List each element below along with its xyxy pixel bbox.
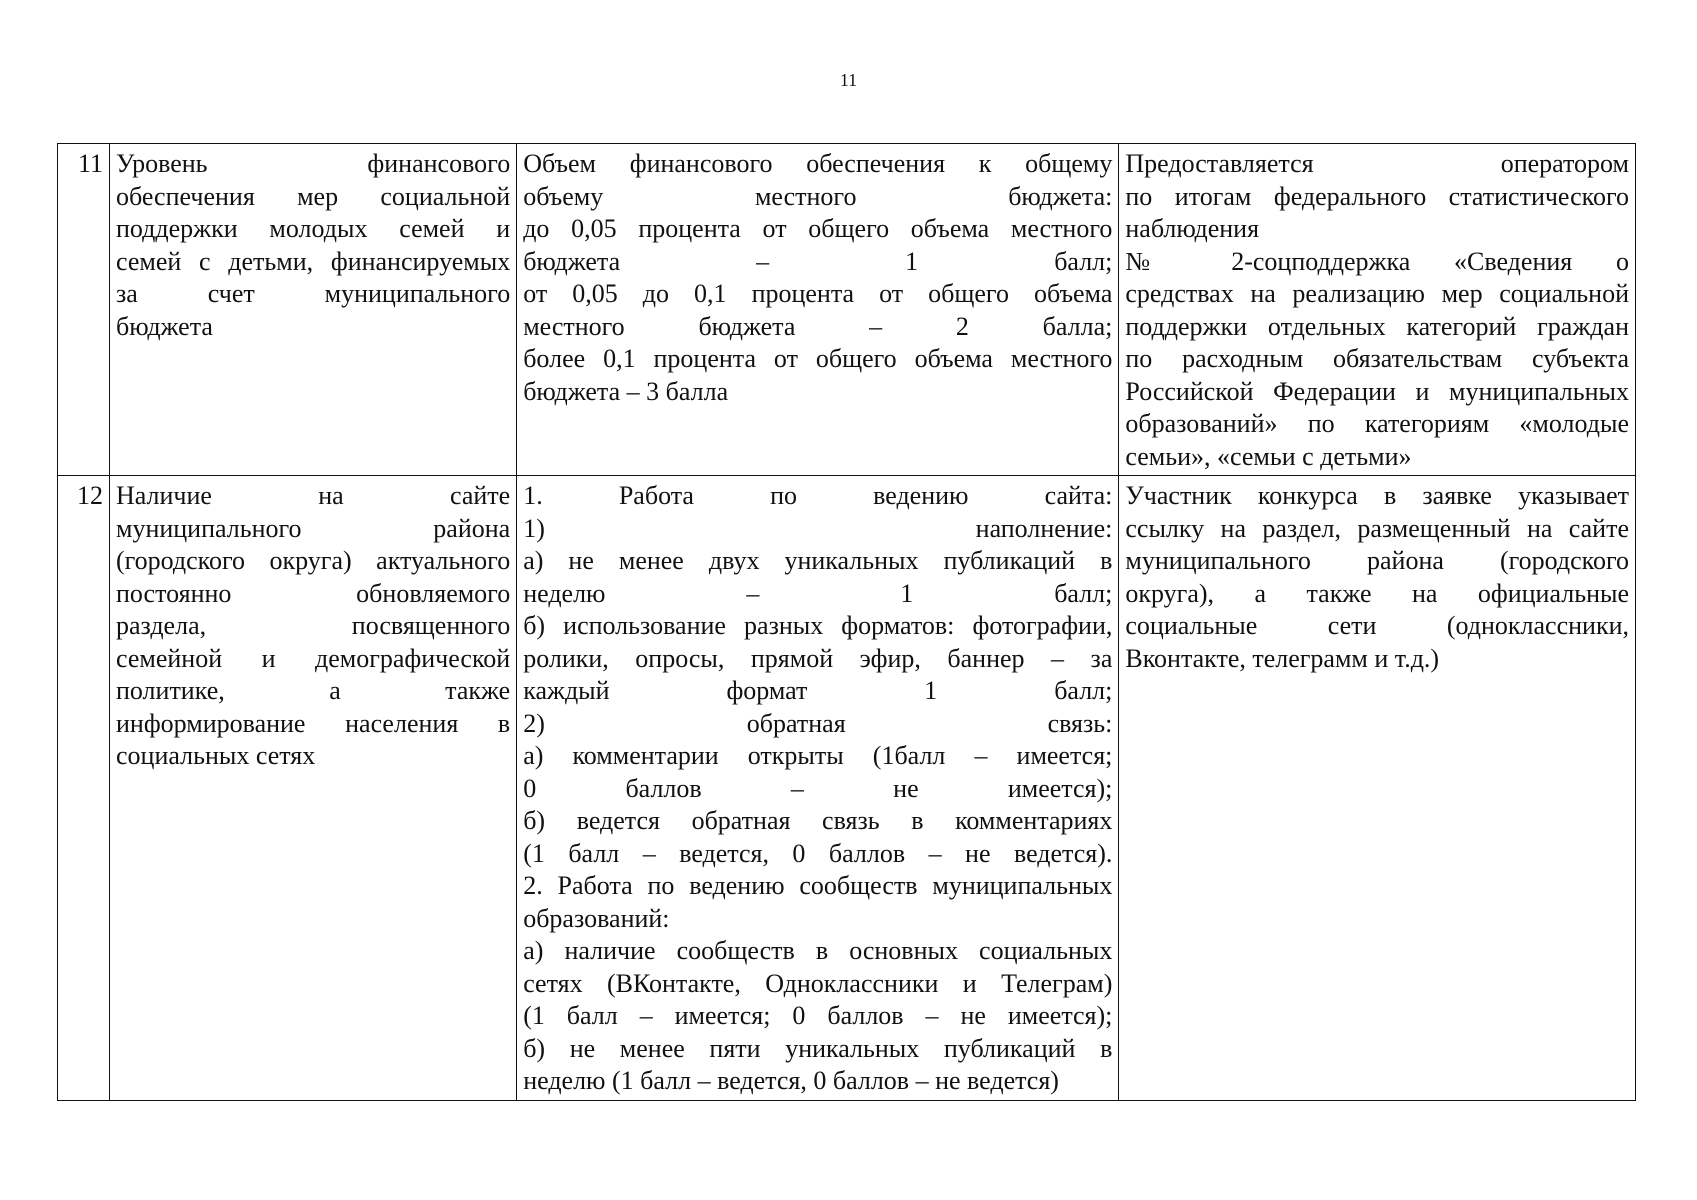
- text-line: информирование населения в: [115, 708, 511, 738]
- text-line: обеспечения мер социальной: [115, 181, 511, 211]
- text-line: средствах на реализацию мер социальной: [1125, 279, 1629, 308]
- text-line: наблюдения: [1125, 214, 1260, 243]
- text-line: б) ведется обратная связь в комментариях: [523, 806, 1113, 835]
- text-line: Уровень финансового: [115, 149, 511, 178]
- text-line: поддержки отдельных категорий граждан: [1125, 311, 1629, 341]
- text-line: б) не менее пяти уникальных публикаций в: [523, 1033, 1113, 1063]
- criteria-cell: [517, 476, 1119, 1101]
- source-cell: [1119, 144, 1636, 476]
- text-line: а) комментарии открыты (1балл – имеется;: [523, 741, 1113, 770]
- text-line: сетях (ВКонтакте, Одноклассники и Телеграм): [523, 968, 1113, 998]
- text-line: а) не менее двух уникальных публикаций в: [523, 546, 1113, 575]
- criteria-cell: [517, 144, 1119, 476]
- text-line: от 0,05 до 0,1 процента от общего объема: [523, 279, 1113, 308]
- text-line: (городского округа) актуального: [115, 546, 511, 575]
- text-line: семейной и демографической: [115, 643, 511, 673]
- text-line: 1. Работа по ведению сайта:: [523, 481, 1113, 510]
- text-line: местного бюджета – 2 балла;: [523, 311, 1113, 341]
- text-line: поддержки молодых семей и: [115, 214, 511, 243]
- text-line: а) наличие сообществ в основных социальных: [523, 936, 1113, 965]
- text-line: социальные сети (одноклассники,: [1125, 611, 1629, 640]
- text-line: Объем финансового обеспечения к общему: [523, 149, 1113, 178]
- text-line: до 0,05 процента от общего объема местного: [523, 214, 1113, 243]
- text-line: б) использование разных форматов: фотографии,: [523, 611, 1113, 640]
- text-line: каждый формат 1 балл;: [523, 676, 1113, 705]
- text-line: образований» по категориям «молодые: [1125, 409, 1629, 438]
- table-body: [58, 144, 1636, 1101]
- text-line: 2) обратная связь:: [523, 708, 1113, 738]
- text-line: № 2-соцподдержка «Сведения о: [1125, 246, 1629, 276]
- text-line: более 0,1 процента от общего объема местного: [523, 344, 1113, 373]
- text-line: раздела, посвященного: [115, 611, 511, 640]
- text-line: (1 балл – ведется, 0 баллов – не ведется).: [523, 838, 1113, 868]
- text-line: 1) наполнение:: [523, 513, 1113, 543]
- row-number: 11: [58, 144, 110, 476]
- text-line: неделю (1 балл – ведется, 0 баллов – не ведется): [523, 1066, 1059, 1095]
- text-line: 2. Работа по ведению сообществ муниципальных: [523, 871, 1113, 900]
- text-line: (1 балл – имеется; 0 баллов – не имеется);: [523, 1001, 1113, 1030]
- indicator-cell: [109, 476, 516, 1101]
- text-line: Вконтакте, телеграмм и т.д.): [1125, 643, 1440, 673]
- text-line: за счет муниципального: [115, 279, 511, 308]
- text-line: социальных сетях: [115, 741, 316, 770]
- text-line: муниципального района (городского: [1125, 546, 1629, 575]
- text-line: политике, а также: [115, 676, 511, 705]
- text-line: Участник конкурса в заявке указывает: [1125, 481, 1629, 510]
- text-line: Предоставляется оператором: [1125, 149, 1629, 178]
- criteria-table: [57, 143, 1636, 1101]
- text-line: объему местного бюджета:: [523, 181, 1113, 211]
- text-line: постоянно обновляемого: [115, 578, 511, 608]
- text-line: семей с детьми, финансируемых: [115, 246, 511, 276]
- text-line: Наличие на сайте: [115, 481, 511, 510]
- source-cell: [1119, 476, 1636, 1101]
- text-line: Российской Федерации и муниципальных: [1125, 376, 1629, 406]
- text-line: бюджета – 3 балла: [523, 376, 729, 406]
- text-line: образований:: [523, 903, 670, 933]
- table-row: [58, 476, 1636, 1101]
- page-number: 11: [839, 70, 858, 90]
- row-number: 12: [58, 476, 110, 1101]
- text-line: по расходным обязательствам субъекта: [1125, 344, 1629, 373]
- text-line: муниципального района: [115, 513, 511, 543]
- indicator-cell: [109, 144, 516, 476]
- text-line: семьи», «семьи с детьми»: [1125, 441, 1412, 471]
- text-line: бюджета – 1 балл;: [523, 246, 1113, 276]
- text-line: округа), а также на официальные: [1125, 578, 1629, 608]
- text-line: ролики, опросы, прямой эфир, баннер – за: [523, 643, 1113, 673]
- text-line: бюджета: [115, 311, 213, 341]
- text-line: ссылку на раздел, размещенный на сайте: [1125, 513, 1629, 543]
- text-line: по итогам федерального статистического: [1125, 181, 1629, 211]
- text-line: неделю – 1 балл;: [523, 578, 1113, 608]
- text-line: 0 баллов – не имеется);: [523, 773, 1113, 803]
- table-row: [58, 144, 1636, 476]
